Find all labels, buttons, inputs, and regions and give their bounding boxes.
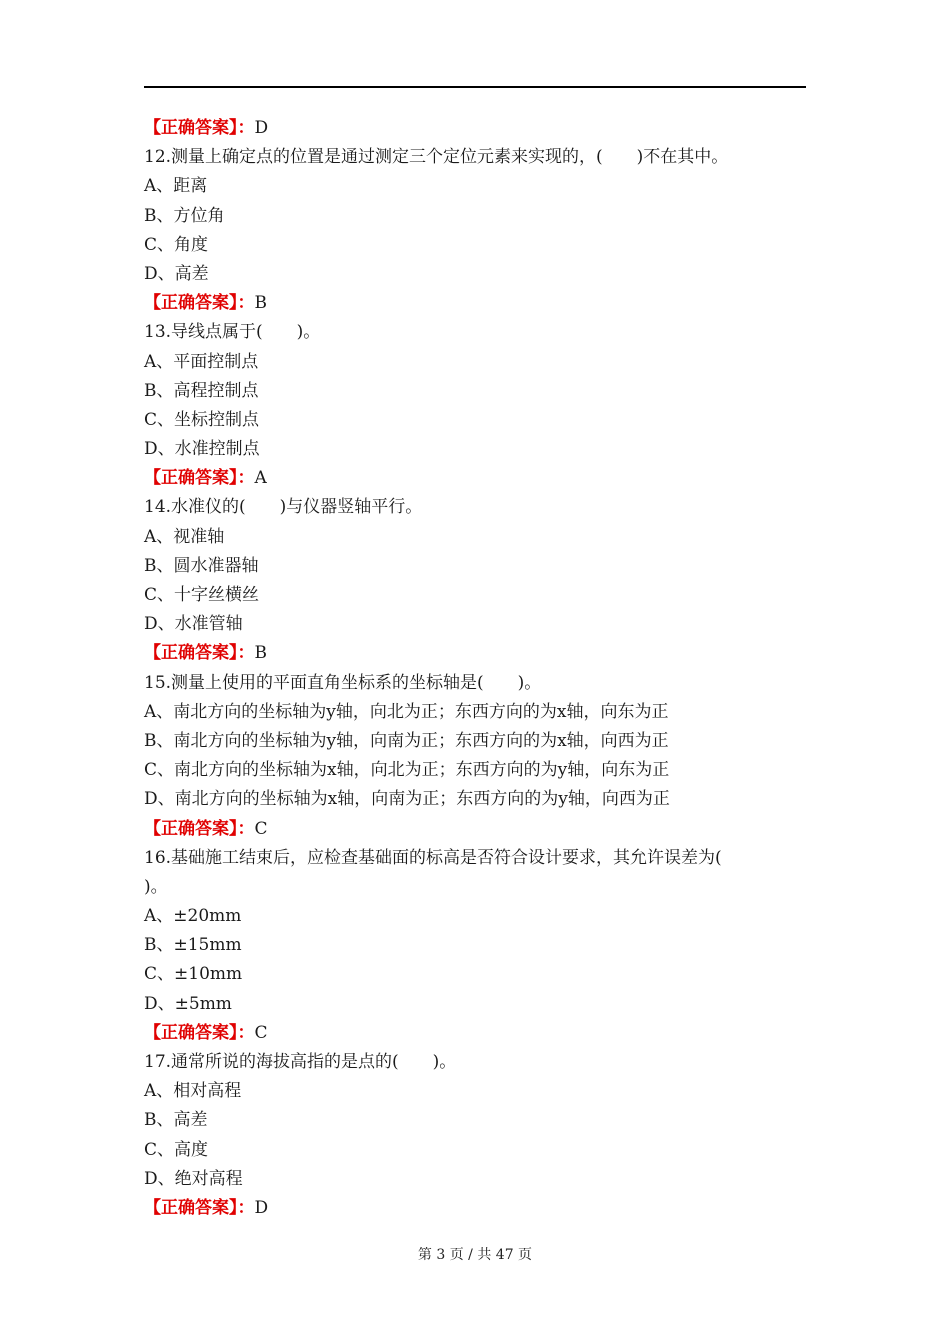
option-text: A、南北方向的坐标轴为y轴，向北为正；东西方向的为x轴，向东为正 xyxy=(144,701,669,722)
option-text: C、坐标控制点 xyxy=(144,409,260,430)
option-text: B、高差 xyxy=(144,1110,208,1131)
correct-answer-line xyxy=(144,815,824,844)
option-text: D、水准控制点 xyxy=(144,439,260,460)
answer-value: C xyxy=(254,1022,268,1043)
option-text: B、南北方向的坐标轴为y轴，向南为正；东西方向的为x轴，向西为正 xyxy=(144,730,669,751)
answer-colon: ： xyxy=(237,118,255,138)
answer-label: 【正确答案】 xyxy=(144,1197,238,1218)
option-text: A、视准轴 xyxy=(144,526,225,547)
option-text: D、±5mm xyxy=(144,993,232,1014)
page-footer: 第 3 页 / 共 47 页 xyxy=(417,1247,533,1263)
answer-label: 【正确答案】 xyxy=(144,118,238,138)
option-text: A、相对高程 xyxy=(144,1081,242,1102)
option-text: A、距离 xyxy=(144,176,208,197)
correct-answer-line xyxy=(144,1019,824,1048)
answer-value: D xyxy=(254,118,269,138)
option-text: C、角度 xyxy=(144,234,209,255)
answer-value: C xyxy=(254,818,268,839)
answer-label: 【正确答案】 xyxy=(144,293,238,314)
correct-answer-line xyxy=(144,1194,824,1223)
question-text: )。 xyxy=(144,876,168,897)
answer-label: 【正确答案】 xyxy=(144,818,238,839)
answer-colon: ： xyxy=(237,293,255,314)
answer-value: B xyxy=(254,293,267,314)
correct-answer-line xyxy=(144,114,824,143)
question-list xyxy=(144,114,824,1223)
option-text: D、南北方向的坐标轴为x轴，向南为正；东西方向的为y轴，向西为正 xyxy=(144,789,670,810)
option-text: B、圆水准器轴 xyxy=(144,555,259,576)
correct-answer-line xyxy=(144,464,824,493)
correct-answer-line xyxy=(144,639,824,668)
question-text: 16.基础施工结束后，应检查基础面的标高是否符合设计要求，其允许误差为( xyxy=(144,847,722,868)
answer-colon: ： xyxy=(237,643,255,664)
answer-colon: ： xyxy=(237,1197,255,1218)
option-text: B、±15mm xyxy=(144,935,242,956)
question-text: 17.通常所说的海拔高指的是点的( )。 xyxy=(144,1052,457,1072)
question-text: 15.测量上使用的平面直角坐标系的坐标轴是( )。 xyxy=(144,672,542,693)
option-text: A、±20mm xyxy=(144,906,242,927)
answer-value: B xyxy=(254,643,267,664)
answer-value: A xyxy=(254,468,267,489)
option-text: D、高差 xyxy=(144,263,209,284)
answer-colon: ： xyxy=(237,468,255,489)
answer-value: D xyxy=(254,1197,269,1218)
answer-label: 【正确答案】 xyxy=(144,643,238,664)
answer-label: 【正确答案】 xyxy=(144,468,238,489)
answer-colon: ： xyxy=(237,1022,255,1043)
question-text: 12.测量上确定点的位置是通过测定三个定位元素来实现的，( )不在其中。 xyxy=(144,147,729,168)
option-text: C、南北方向的坐标轴为x轴，向北为正；东西方向的为y轴，向东为正 xyxy=(144,760,670,781)
question-text: 14.水准仪的( )与仪器竖轴平行。 xyxy=(144,497,423,518)
correct-answer-line xyxy=(144,289,824,318)
option-text: D、绝对高程 xyxy=(144,1168,243,1189)
option-text: B、方位角 xyxy=(144,205,225,226)
option-text: D、水准管轴 xyxy=(144,614,243,635)
header-rule xyxy=(144,86,806,88)
answer-label: 【正确答案】 xyxy=(144,1022,238,1043)
option-text: A、平面控制点 xyxy=(144,351,259,372)
question-text: 13.导线点属于( )。 xyxy=(144,322,321,343)
option-text: C、±10mm xyxy=(144,964,243,985)
option-text: C、高度 xyxy=(144,1139,209,1160)
answer-colon: ： xyxy=(237,818,255,839)
option-text: B、高程控制点 xyxy=(144,380,259,401)
option-text: C、十字丝横丝 xyxy=(144,585,260,605)
